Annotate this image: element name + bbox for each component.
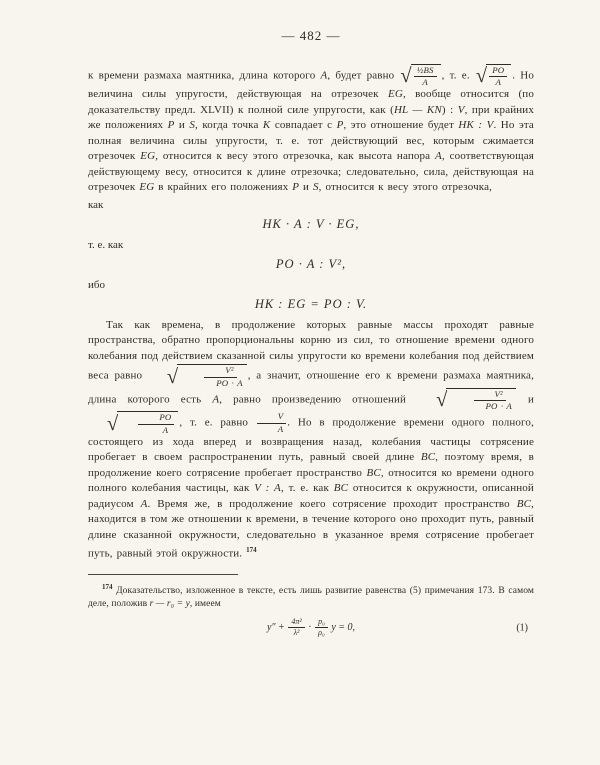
text-run: BC bbox=[516, 497, 532, 510]
paragraph-2 bbox=[88, 318, 534, 563]
text-run: P bbox=[167, 119, 175, 132]
sqrt-radical bbox=[89, 411, 178, 434]
footnote-ref: 174 bbox=[102, 582, 113, 591]
fraction-denominator: A bbox=[422, 77, 428, 88]
text-run: P bbox=[336, 119, 344, 132]
radicand bbox=[411, 64, 441, 87]
text-run: в крайних его положениях bbox=[154, 181, 293, 194]
text-run: Доказательство, изложенное в тексте, есть лишь развитие равенства (5) примечания 173. В самом деле, положив bbox=[88, 585, 534, 609]
fraction-numerator: p₀ bbox=[315, 618, 328, 628]
fraction-denominator: A bbox=[277, 423, 284, 434]
text-run: , поэтому время, в продолжение коего сотрясение пробегает пространство bbox=[88, 451, 534, 479]
text-run: , когда точка bbox=[195, 119, 263, 132]
sqrt-radical bbox=[418, 388, 516, 411]
text-run: и bbox=[299, 181, 313, 194]
text-run: K bbox=[262, 119, 271, 132]
equation-block bbox=[88, 198, 534, 312]
footnote-formula-row bbox=[88, 618, 534, 638]
text-run: HK : V bbox=[458, 119, 494, 132]
fraction-denominator: PO · A bbox=[485, 401, 512, 412]
fraction bbox=[489, 66, 507, 87]
text-run: A bbox=[140, 497, 148, 510]
text-run: · bbox=[305, 621, 315, 633]
text-run: , имеем bbox=[189, 598, 221, 609]
sqrt-radical bbox=[400, 64, 440, 87]
text-run: y″ + bbox=[266, 621, 288, 633]
text-run: P bbox=[292, 181, 300, 194]
text-run: , относится ко времени одного полного колебания частицы, как bbox=[88, 466, 534, 495]
text-run: , будет равно bbox=[327, 69, 400, 82]
equation: HK : EG = PO : V. bbox=[254, 296, 368, 311]
equation-label: ибо bbox=[88, 278, 105, 291]
text-run: совпадает с bbox=[270, 119, 337, 132]
text-run: A bbox=[435, 150, 442, 163]
text-run: EG bbox=[387, 88, 403, 101]
radical-sign: √ bbox=[107, 412, 119, 435]
text-run: EG bbox=[139, 181, 155, 194]
footnote-ref: 174 bbox=[246, 546, 257, 555]
text-run: BC bbox=[366, 466, 381, 479]
fraction-denominator: PO · A bbox=[216, 377, 243, 388]
text-run: EG bbox=[140, 150, 156, 163]
equation: PO · A : V², bbox=[275, 256, 347, 271]
fraction-denominator: A bbox=[162, 424, 169, 435]
radical-sign: √ bbox=[436, 389, 448, 412]
text-run: V : A bbox=[254, 482, 281, 495]
radicand bbox=[486, 64, 511, 87]
text-run: , т. е. bbox=[441, 69, 475, 82]
text-run: , вообще относится (по доказательству предл. XLVII) к полной силе упругости, как ( bbox=[88, 88, 534, 116]
text-run: Так как времена, в продолжение которых равные массы проходят равные пространства, обратно пропорциональны корню из сил, то отношение времени одного колебания под действием сказанной силы упругости ко времени колебания под действием веса равно bbox=[88, 318, 534, 382]
text-run: . Но величина силы упругости, действующая на отрезочек bbox=[88, 69, 534, 101]
fraction bbox=[257, 412, 287, 433]
fraction-numerator: 4π² bbox=[288, 618, 304, 628]
footnote-separator bbox=[88, 574, 238, 575]
radical-sign: √ bbox=[166, 365, 179, 388]
text-run: и bbox=[516, 393, 534, 406]
equation-label: как bbox=[88, 198, 104, 211]
fraction-denominator: A bbox=[495, 77, 501, 88]
text-run: . Время же, в продолжение коего сотрясение проходит пространство bbox=[147, 497, 517, 510]
fraction-numerator: V² bbox=[474, 390, 506, 401]
fraction-numerator: V² bbox=[204, 366, 236, 377]
fraction-numerator: ½BS bbox=[414, 66, 437, 77]
fraction-denominator: λ² bbox=[293, 628, 300, 638]
text-run: BC bbox=[333, 482, 349, 495]
fraction-denominator: ρ₀ bbox=[318, 628, 325, 638]
sqrt-radical bbox=[476, 64, 511, 87]
text-run: A bbox=[320, 69, 328, 82]
text-run: V bbox=[457, 103, 465, 116]
paragraph-1 bbox=[88, 64, 534, 196]
text-run: S bbox=[313, 181, 319, 194]
text-run: , относится к весу этого отрезочка, как высота напора bbox=[155, 150, 436, 163]
text-run: , находится в том же отношении к времени, в течение которого оно проходит путь, равный длине сказанной окружности, следовательно в указанное время сотрясение пробегает путь, равный этой окружности. bbox=[88, 497, 534, 561]
sqrt-radical bbox=[149, 364, 247, 387]
fraction bbox=[198, 366, 242, 387]
text-run: , при крайних же положениях bbox=[88, 103, 534, 132]
fraction bbox=[414, 66, 437, 87]
text-run: y = 0, bbox=[328, 621, 356, 633]
equation-number: (1) bbox=[516, 622, 528, 634]
page-number: — 482 — bbox=[281, 28, 341, 43]
text-run: . Но эта полная величина силы упругости, т. е. тот действующий вес, которым сжимается отрезочек bbox=[88, 119, 534, 163]
text-run: ) : bbox=[441, 103, 458, 116]
fraction-numerator: V bbox=[257, 412, 287, 423]
text-run: HL — KN bbox=[393, 103, 442, 116]
text-run: BC bbox=[420, 451, 436, 464]
radical-sign: √ bbox=[400, 65, 412, 88]
fraction-numerator: PO bbox=[138, 413, 174, 424]
fraction bbox=[467, 390, 511, 411]
fraction bbox=[288, 618, 304, 638]
footnote-text bbox=[88, 581, 534, 611]
text-run: , относится к весу этого отрезочка, bbox=[318, 181, 493, 194]
radicand bbox=[117, 411, 178, 434]
text-run: . Но в продолжение времени одного полного, состоящего из хода вперед и возвращения назад, колебания частицы сотрясение пробегает в своем распространении путь, равный своей длине bbox=[88, 416, 534, 464]
radical-sign: √ bbox=[475, 65, 488, 88]
text-run: к времени размаха маятника, длина которого bbox=[88, 69, 321, 82]
text-run: и bbox=[174, 119, 190, 132]
radicand bbox=[177, 364, 246, 387]
fraction bbox=[138, 413, 174, 434]
text-run: S bbox=[189, 119, 196, 132]
text-run: , т. е. равно bbox=[179, 416, 256, 429]
fraction-numerator: PO bbox=[489, 66, 507, 77]
equation-label: т. е. как bbox=[88, 238, 124, 251]
text-run: , равно произведению отношений bbox=[219, 393, 418, 406]
text-run: , а значит, отношение его к времени размаха маятника, длина которого есть bbox=[88, 369, 534, 406]
text-run: , это отношение будет bbox=[343, 119, 459, 132]
text-run: r — r₀ = y bbox=[149, 598, 190, 609]
equation: HK · A : V · EG, bbox=[262, 216, 360, 231]
text-run: , соответствующая действующему весу, относится к длине отрезочка; следовательно, сила, действующая на отрезочек bbox=[88, 150, 534, 194]
fraction bbox=[315, 618, 328, 638]
text-run: относится к окружности, описанной радиусом bbox=[88, 482, 534, 510]
text-run: A bbox=[212, 393, 220, 406]
radicand bbox=[446, 388, 515, 411]
text-run: , т. е. как bbox=[280, 482, 334, 495]
footnote-formula bbox=[267, 618, 355, 638]
